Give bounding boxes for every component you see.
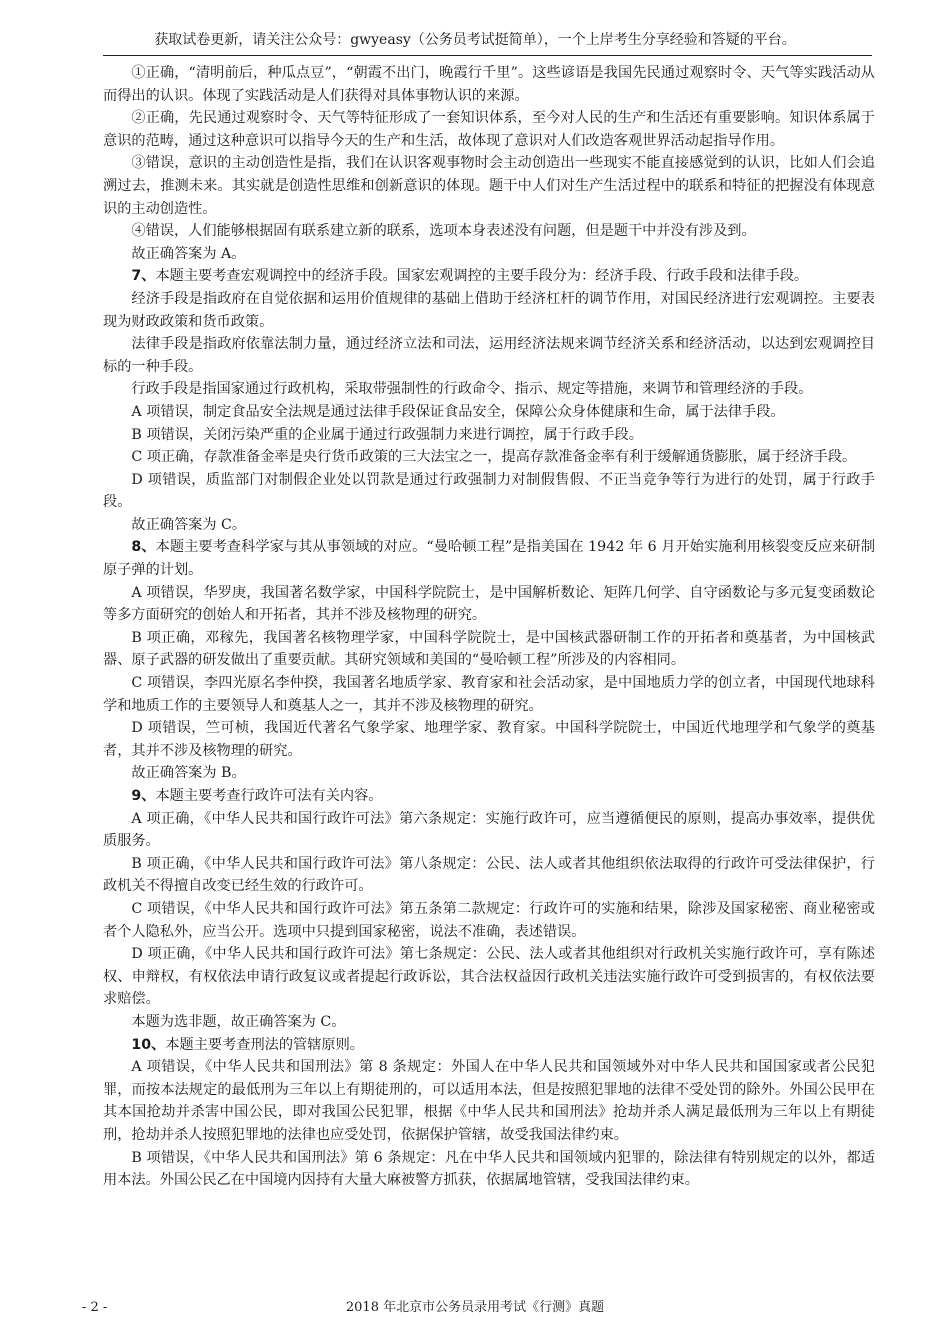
paragraph: A 项错误，《中华人民共和国刑法》第 8 条规定：外国人在中华人民共和国领域外对中华人民共和国国家或者公民犯罪，而按本法规定的最低刑为三年以上有期徒刑的，可以适用本法，但是按照犯罪地的法律不受处罚的除外。外国公民甲在其本国抢劫并杀害中国公民，即对我国公民犯罪，根据《中华人民共和国刑法》抢劫并杀人满足最低刑为三年以上有期徒刑，抢劫并杀人按照犯罪地的法律也应受处罚，依据保护管辖，故受我国法律约束。: [103, 1059, 875, 1143]
document-body: [103, 62, 875, 1192]
paragraph: B 项错误，《中华人民共和国刑法》第 6 条规定：凡在中华人民共和国领域内犯罪的，除法律有特别规定的以外，都适用本法。外国公民乙在中国境内因持有大量大麻被警方抓获，依据属地管辖，受我国法律约束。: [103, 1149, 875, 1189]
paragraph: ②正确，先民通过观察时令、天气等特征形成了一套知识体系，至今对人民的生产和生活还有重要影响。知识体系属于意识的范畴，通过这种意识可以指导今天的生产和生活，故体现了意识对人们改造客观世界活动起指导作用。: [103, 110, 875, 149]
paragraph: C 项正确，存款准备金率是央行货币政策的三大法宝之一，提高存款准备金率有利于缓解通货膨胀，属于经济手段。: [131, 449, 857, 466]
footer-title: 2018 年北京市公务员录用考试《行测》真题: [345, 1300, 605, 1315]
header-divider: [103, 55, 872, 56]
question-8-heading: 8、本题主要考查科学家与其从事领域的对应。“曼哈顿工程”是指美国在 1942 年 6 月开始实施利用核裂变反应来研制原子弹的计划。: [103, 539, 876, 579]
paragraph: 本题为选非题，故正确答案为 C。: [131, 1013, 346, 1030]
paragraph: 故正确答案为 C。: [131, 516, 247, 533]
paragraph: 故正确答案为 A。: [131, 245, 246, 262]
paragraph: 故正确答案为 B。: [131, 765, 246, 782]
paragraph: D 项错误，竺可桢，我国近代著名气象学家、地理学家、教育家。中国科学院院士，中国近代地理学和气象学的奠基者，其并不涉及核物理的研究。: [103, 720, 875, 759]
header-text: 获取试卷更新，请关注公众号：gwyeasy（公务员考试挺简单），一个上岸考生分享经验和答疑的平台。: [154, 32, 796, 48]
question-number: 8、: [131, 539, 156, 556]
paragraph: C 项错误，《中华人民共和国行政许可法》第五条第二款规定：行政许可的实施和结果，除涉及国家秘密、商业秘密或者个人隐私外，应当公开。选项中只提到国家秘密，说法不准确，表述错误。: [103, 900, 875, 940]
paragraph: B 项错误，关闭污染严重的企业属于通过行政强制力来进行调控，属于行政手段。: [131, 426, 643, 443]
page-header: [0, 0, 950, 50]
question-number: 7、: [131, 268, 156, 285]
paragraph: ①正确，“清明前后，种瓜点豆”，“朝霞不出门，晚霞行千里”。这些谚语是我国先民通过观察时令、天气等实践活动从而得出的认识。体现了实践活动是人们获得对具体事物认识的来源。: [103, 65, 875, 104]
page-number: - 2 -: [82, 1300, 108, 1315]
paragraph: A 项错误，制定食品安全法规是通过法律手段保证食品安全，保障公众身体健康和生命，属于法律手段。: [131, 403, 785, 420]
question-number: 9、: [131, 788, 156, 804]
paragraph: A 项错误，华罗庚，我国著名数学家，中国科学院院士，是中国解析数论、矩阵几何学、自守函数论与多元复变函数论等多方面研究的创始人和开拓者，其并不涉及核物理的研究。: [103, 584, 875, 624]
paragraph: 行政手段是指国家通过行政机构，采取带强制性的行政命令、指示、规定等措施，来调节和管理经济的手段。: [131, 381, 813, 398]
paragraph: C 项错误，李四光原名李仲揆，我国著名地质学家、教育家和社会活动家，是中国地质力学的创立者，中国现代地球科学和地质工作的主要领导人和奠基人之一，其并不涉及核物理的研究。: [103, 675, 875, 714]
paragraph: D 项正确，《中华人民共和国行政许可法》第七条规定：公民、法人或者其他组织对行政机关实施行政许可，享有陈述权、申辩权，有权依法申请行政复议或者提起行政诉讼，其合法权益因行政机关违法实施行政许可受到损害的，有权依法要求赔偿。: [103, 946, 875, 1008]
paragraph: 经济手段是指政府在自觉依据和运用价值规律的基础上借助于经济杠杆的调节作用，对国民经济进行宏观调控。主要表现为财政政策和货币政策。: [103, 290, 875, 330]
paragraph: A 项正确，《中华人民共和国行政许可法》第六条规定：实施行政许可，应当遵循便民的原则，提高办事效率，提供优质服务。: [103, 810, 875, 850]
paragraph: B 项正确，《中华人民共和国行政许可法》第八条规定：公民、法人或者其他组织依法取得的行政许可受法律保护，行政机关不得擅自改变已经生效的行政许可。: [103, 855, 875, 895]
question-number: 10、: [131, 1036, 166, 1053]
question-10-heading: 10、本题主要考查刑法的管辖原则。: [131, 1036, 364, 1053]
question-9-heading: 9、本题主要考查行政许可法有关内容。: [131, 788, 383, 804]
paragraph: B 项正确，邓稼先，我国著名核物理学家，中国科学院院士，是中国核武器研制工作的开拓者和奠基者，为中国核武器、原子武器的研发做出了重要贡献。其研究领域和美国的“曼哈顿工程”所涉及的内容相同。: [103, 629, 875, 669]
question-7-heading: 7、本题主要考查宏观调控中的经济手段。国家宏观调控的主要手段分为：经济手段、行政手段和法律手段。: [131, 268, 809, 285]
paragraph: 法律手段是指政府依靠法制力量，通过经济立法和司法，运用经济法规来调节经济关系和经济活动，以达到宏观调控目标的一种手段。: [103, 336, 875, 375]
paragraph: D 项错误，质监部门对制假企业处以罚款是通过行政强制力对制假售假、不正当竞争等行为进行的处罚，属于行政手段。: [103, 471, 875, 511]
page-footer: [0, 1298, 950, 1318]
paragraph: ④错误，人们能够根据固有联系建立新的联系，选项本身表述没有问题，但是题干中并没有涉及到。: [131, 223, 756, 240]
paragraph: ③错误，意识的主动创造性是指，我们在认识客观事物时会主动创造出一些现实不能直接感觉到的认识，比如人们会追溯过去，推测未来。其实就是创造性思维和创新意识的体现。题干中人们对生产生活过程中的联系和特征的把握没有体现意识的主动创造性。: [103, 155, 875, 217]
